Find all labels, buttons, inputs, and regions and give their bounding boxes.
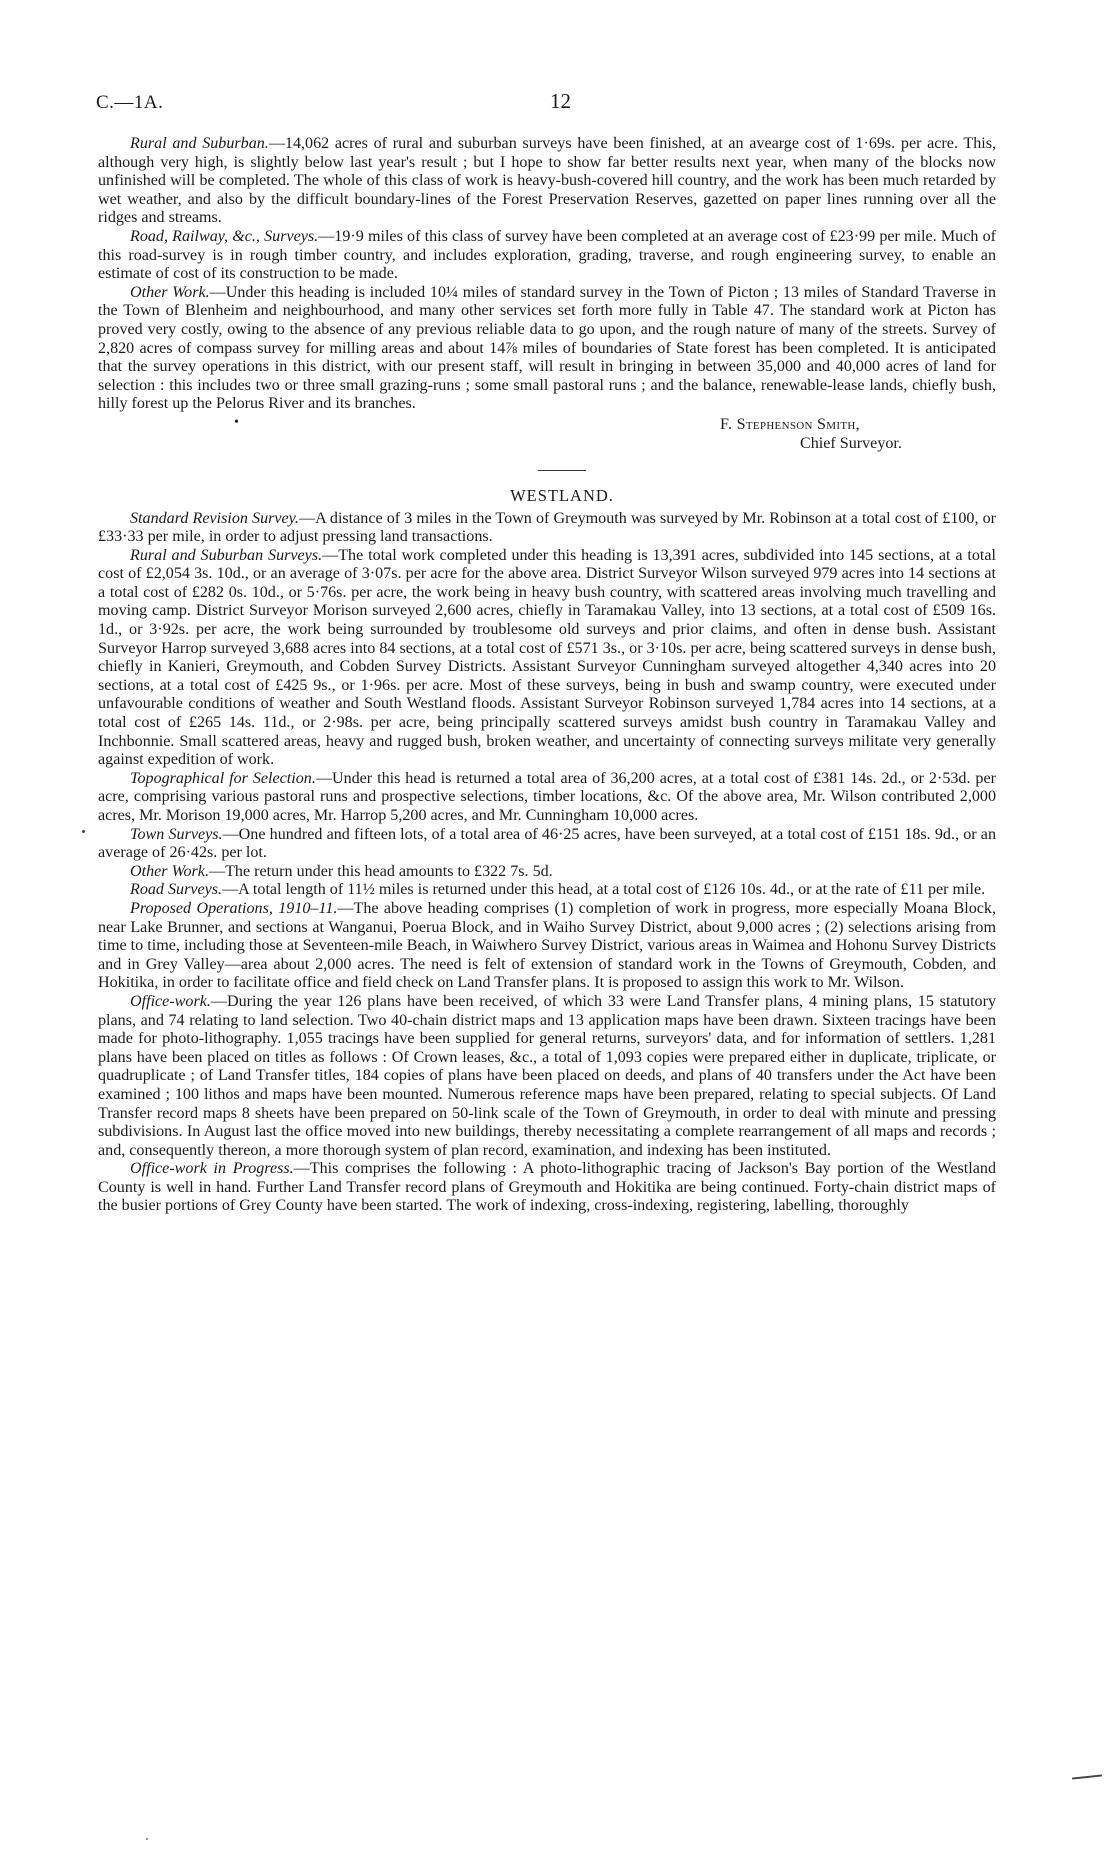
section-divider — [538, 470, 586, 471]
paragraph-text: —A distance of 3 miles in the Town of Greymouth was surveyed by Mr. Robinson at a total cost of £100, or £33·33 per mile, in order to adjust pressing land transactions. — [98, 509, 996, 546]
margin-mark — [82, 830, 85, 833]
paragraph-town-surveys — [98, 826, 996, 863]
paragraph-heading: Office-work. — [130, 992, 211, 1010]
paragraph-heading: Road Surveys. — [130, 881, 223, 899]
paragraph-other-work-westland — [98, 863, 996, 882]
paragraph-rural-suburban — [98, 135, 996, 228]
paragraph-heading: Topographical for Selection. — [130, 769, 316, 787]
paragraph-other-work — [98, 284, 996, 414]
paragraph-text: —This comprises the following : A photo-lithographic tracing of Jackson's Bay portion of the Westland County is well in hand. Further Land Transfer record plans of Greymouth and Hokitika are being continued. Forty-chain district maps of the busier portions of Grey County have been started. The work of indexing, cross-indexing, registering, labelling, thoroughly — [98, 1160, 996, 1215]
page-number: 12 — [550, 89, 571, 113]
paragraph-rural-suburban-surveys — [98, 547, 996, 770]
paragraph-text: —Under this heading is included 10¼ miles of standard survey in the Town of Picton ; 13 miles of Standard Traverse in the Town of Blenheim and neighbourhood, and many other services set forth more fully in Table 47. The standard work at Picton has proved very costly, owing to the absence of any previous reliable data to go upon, and the rough nature of many of the streets. Survey of 2,820 acres of compass survey for milling areas and about 14⅞ miles of boundaries of State forest has been completed. It is anticipated that the survey operations in this district, with our present staff, will result in bringing in between 35,000 and 40,000 acres of land for selection : this includes two or three small grazing-runs ; some small pastoral runs ; and the balance, renewable-lease lands, chiefly bush, hilly forest up the Pelorus River and its branches. — [98, 283, 996, 413]
bullet-mark: • — [234, 414, 239, 430]
paragraph-standard-revision — [98, 510, 996, 547]
paragraph-office-work — [98, 993, 996, 1160]
paragraph-heading: Road, Railway, &c., Surveys. — [130, 227, 319, 245]
paragraph-text: —Under this head is returned a total area of 36,200 acres, at a total cost of £381 14s. 2d., or 2·53d. per acre, comprising various pastoral runs and prospective selections, timber locations, &c. Of the above area, Mr. Wilson contributed 2,000 acres, Mr. Morison 19,000 acres, Mr. Harrop 5,200 acres, and Mr. Cunningham 10,000 acres. — [98, 769, 996, 824]
document-reference: C.—1A. — [96, 92, 164, 113]
page-content — [98, 135, 996, 1216]
signature-block — [98, 416, 996, 456]
paragraph-heading: Other Work. — [130, 862, 209, 880]
paragraph-text: —During the year 126 plans have been received, of which 33 were Land Transfer plans, 4 mining plans, 15 statutory plans, and 74 relating to land selection. Two 40-chain district maps and 13 application maps have been drawn. Sixteen tracings have been made for photo-lithography. 1,055 tracings have been supplied for general returns, surveyors' data, and for information of settlers. 1,281 plans have been placed on titles as follows : Of Crown leases, &c., a total of 1,093 copies were prepared either in duplicate, triplicate, or quadruplicate ; of Land Transfer titles, 184 copies of plans have been placed on deeds, and plans of 40 transfers under the Act have been examined ; 100 lithos and maps have been mounted. Numerous reference maps have been prepared, relating to special subjects. Of Land Transfer record maps 8 sheets have been prepared on 50-link scale of the Town of Greymouth, in order to deal with minute and pressing subdivisions. In August last the office moved into new buildings, thereby necessitating a complete rearrangement of all maps and records ; and, consequently thereon, a more thorough system of plan record, examination, and indexing has been instituted. — [98, 992, 996, 1159]
paragraph-text: —The above heading comprises (1) completion of work in progress, more especially Moana Block, near Lake Brunner, and sections at Wanganui, Poerua Block, and in Waiho Survey District, about 9,000 acres ; (2) selections arising from time to time, including those at Seventeen-mile Beach, in Waiwhero Survey District, various areas in Waimea and Hohonu Survey Districts and in Grey Valley—area about 2,000 acres. The need is felt of extension of standard work in the Towns of Greymouth, Cobden, and Hokitika, in order to facilitate office and field check on Land Transfer plans. It is proposed to assign this work to Mr. Wilson. — [98, 899, 996, 992]
paragraph-topographical — [98, 770, 996, 826]
margin-dash-mark — [1072, 1774, 1102, 1779]
paragraph-road-surveys — [98, 881, 996, 900]
paragraph-text: —A total length of 11½ miles is returned under this head, at a total cost of £126 10s. 4d., or at the rate of £11 per mile. — [222, 881, 986, 899]
paragraph-heading: Rural and Suburban Surveys. — [130, 546, 323, 564]
paragraph-heading: Proposed Operations, 1910–11. — [130, 899, 338, 917]
paragraph-heading: Rural and Suburban. — [130, 135, 269, 152]
paragraph-heading: Town Surveys. — [130, 825, 223, 843]
paragraph-road-railway — [98, 228, 996, 284]
section-title-westland: WESTLAND. — [510, 485, 614, 505]
paragraph-text: —14,062 acres of rural and suburban surveys have been finished, at an avearge cost of 1·69s. per acre. This, although very high, is slightly below last year's result ; but I hope to show far better results next year, when many of the blocks now unfinished will be completed. The whole of this class of work is heavy-bush-covered hill country, and the work has been much retarded by wet weather, and also by the difficult boundary-lines of the Forest Preservation Reserves, gazetted on paper lines running over all the ridges and streams. — [98, 135, 997, 227]
signatory-title: Chief Surveyor. — [800, 434, 902, 452]
paragraph-heading: Office-work in Progress. — [130, 1160, 294, 1178]
paragraph-proposed-operations — [98, 900, 996, 993]
paragraph-heading: Other Work. — [130, 283, 210, 301]
page-header — [96, 89, 996, 122]
paragraph-text: —19·9 miles of this class of survey have been completed at an average cost of £23·99 per mile. Much of this road-survey is in rough timber country, and includes exploration, grading, traverse, and rough engineering survey, to enable an estimate of cost of its construction to be made. — [98, 227, 996, 283]
paragraph-text: —One hundred and fifteen lots, of a total area of 46·25 acres, have been surveyed, at a total cost of £151 18s. 9d., or an average of 26·42s. per lot. — [98, 825, 996, 862]
paragraph-text: —The total work completed under this heading is 13,391 acres, subdivided into 145 sections, at a total cost of £2,054 3s. 10d., or an average of 3·07s. per acre for the above area. District Surveyor Wilson surveyed 979 acres into 14 sections at a total cost of £282 0s. 10d., or 5·76s. per acre, the work being in heavy bush country, with scattered areas involving much travelling and moving camp. District Surveyor Morison surveyed 2,600 acres, chiefly in Taramakau Valley, into 13 sections, at a total cost of £509 16s. 1d., or 3·92s. per acre, the work being surrounded by troublesome old surveys and prior claims, and often in dense bush. Assistant Surveyor Harrop surveyed 3,688 acres into 84 sections, at a total cost of £571 3s., or 3·10s. per acre, being scattered surveys in dense bush, chiefly in Kanieri, Greymouth, and Cobden Survey Districts. Assistant Surveyor Cunningham surveyed altogether 4,340 acres into 20 sections, at a total cost of £425 9s., or 1·96s. per acre. Most of these surveys, being in bush and swamp country, were executed under unfavourable conditions of weather and South Westland floods. Assistant Surveyor Robinson surveyed 1,784 acres into 14 sections, at a total cost of £265 14s. 11d., or 2·98s. per acre, being principally scattered surveys amidst bush country in Taramakau Valley and Inchbonnie. Small scattered areas, heavy and rugged bush, broken weather, and uncertainty of connecting surveys militate very generally against expedition of work. — [98, 546, 996, 769]
scan-speck — [146, 1838, 148, 1840]
paragraph-office-work-in-progress — [98, 1160, 996, 1216]
paragraph-text: —The return under this head amounts to £322 7s. 5d. — [208, 862, 553, 880]
paragraph-heading: Standard Revision Survey. — [130, 509, 299, 527]
signatory-name: F. Stephenson Smith, — [720, 415, 860, 433]
